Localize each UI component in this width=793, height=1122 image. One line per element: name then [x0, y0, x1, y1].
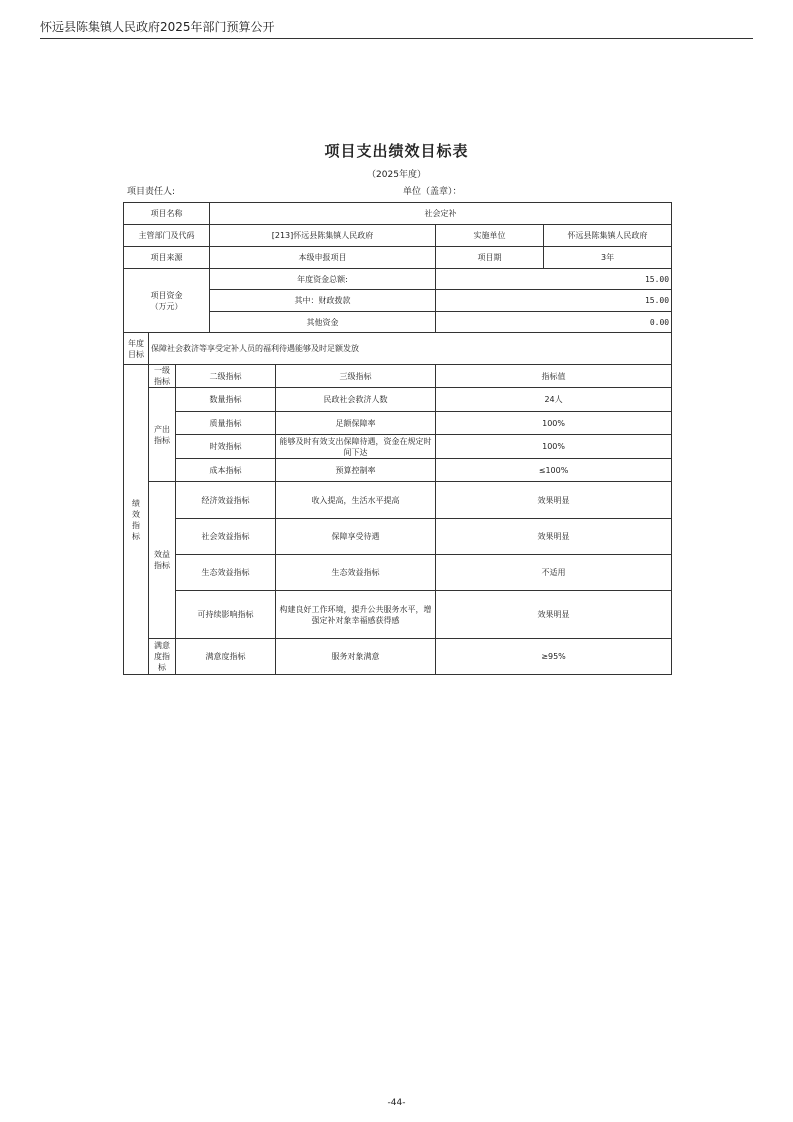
perf-char-1: 绩 [132, 498, 140, 508]
fund-fiscal-label: 其中：财政拨款 [210, 290, 436, 312]
document-year: （2025年度） [367, 170, 426, 180]
annual-goal-label [124, 333, 149, 365]
perf-char-4: 标 [132, 531, 140, 541]
row-quality-value: 100% [436, 412, 672, 435]
page-header: 怀远县陈集镇人民政府2025年部门预算公开 [40, 16, 753, 39]
row-quantity-l2: 数量指标 [176, 388, 276, 412]
performance-target-table [123, 202, 672, 675]
indicator-value-header: 指标值 [436, 365, 672, 388]
row-ecological-value: 不适用 [436, 555, 672, 591]
row-quantity-l3: 民政社会救济人数 [276, 388, 436, 412]
row-satisfaction-l2: 满意度指标 [176, 639, 276, 675]
period-value: 3年 [544, 247, 672, 269]
level3-header: 三级指标 [276, 365, 436, 388]
output-label-line2: 指标 [154, 435, 170, 445]
annual-goal-label-line1: 年度 [128, 338, 144, 348]
row-satisfaction-l3: 服务对象满意 [276, 639, 436, 675]
document-title: 项目支出绩效目标表 [324, 142, 469, 160]
source-label: 项目来源 [124, 247, 210, 269]
row-social-l3: 保障享受待遇 [276, 519, 436, 555]
fund-label-line2: （万元） [150, 301, 183, 311]
satisfaction-label-line3: 标 [158, 663, 166, 672]
level1-header-line2: 指标 [154, 377, 170, 386]
output-label-line1: 产出 [154, 424, 170, 434]
fund-label-line1: 项目资金 [150, 290, 183, 300]
row-timeliness-l2: 时效指标 [176, 435, 276, 459]
fund-total-value: 15.00 [436, 269, 672, 290]
row-ecological-l2: 生态效益指标 [176, 555, 276, 591]
row-quality-l3: 足额保障率 [276, 412, 436, 435]
benefit-indicator-label [149, 482, 176, 639]
source-value: 本级申报项目 [210, 247, 436, 269]
output-indicator-label [149, 388, 176, 482]
dept-value: [213]怀远县陈集镇人民政府 [210, 225, 436, 247]
row-social-l2: 社会效益指标 [176, 519, 276, 555]
row-timeliness-l3: 能够及时有效支出保障待遇，资金在规定时间下达 [276, 435, 436, 459]
row-cost-value: ≤100% [436, 459, 672, 482]
project-name-value: 社会定补 [210, 203, 672, 225]
performance-indicator-label [124, 365, 149, 675]
page-number: -44- [387, 1098, 406, 1108]
fund-other-label: 其他资金 [210, 312, 436, 333]
row-sustainable-l2: 可持续影响指标 [176, 591, 276, 639]
benefit-label-line2: 指标 [154, 561, 170, 570]
row-social-value: 效果明显 [436, 519, 672, 555]
perf-char-2: 效 [132, 509, 140, 519]
row-economic-l2: 经济效益指标 [176, 482, 276, 519]
row-ecological-l3: 生态效益指标 [276, 555, 436, 591]
dept-label: 主管部门及代码 [124, 225, 210, 247]
row-quality-l2: 质量指标 [176, 412, 276, 435]
fund-fiscal-value: 15.00 [436, 290, 672, 312]
satisfaction-label-line2: 度指 [154, 652, 170, 661]
annual-goal-label-line2: 目标 [128, 349, 144, 359]
row-economic-l3: 收入提高，生活水平提高 [276, 482, 436, 519]
row-satisfaction-value: ≥95% [436, 639, 672, 675]
row-timeliness-value: 100% [436, 435, 672, 459]
annual-goal-value: 保障社会救济等享受定补人员的福利待遇能够及时足额发放 [149, 333, 672, 365]
impl-unit-value: 怀远县陈集镇人民政府 [544, 225, 672, 247]
fund-other-value: 0.00 [436, 312, 672, 333]
level1-header-line1: 一级 [154, 366, 170, 375]
perf-char-3: 指 [132, 520, 140, 530]
satisfaction-indicator-label [149, 639, 176, 675]
row-quantity-value: 24人 [436, 388, 672, 412]
row-cost-l3: 预算控制率 [276, 459, 436, 482]
row-economic-value: 效果明显 [436, 482, 672, 519]
fund-label [124, 269, 210, 333]
fund-total-label: 年度资金总额: [210, 269, 436, 290]
project-name-label: 项目名称 [124, 203, 210, 225]
unit-seal-label: 单位（盖章）： [403, 187, 462, 197]
level1-header [149, 365, 176, 388]
satisfaction-label-line1: 满意 [154, 641, 170, 650]
benefit-label-line1: 效益 [154, 550, 170, 559]
impl-unit-label: 实施单位 [436, 225, 544, 247]
responsible-person-label: 项目责任人: [127, 187, 176, 197]
level2-header: 二级指标 [176, 365, 276, 388]
row-sustainable-value: 效果明显 [436, 591, 672, 639]
row-sustainable-l3: 构建良好工作环境，提升公共服务水平，增强定补对象幸福感获得感 [276, 591, 436, 639]
period-label: 项目期 [436, 247, 544, 269]
row-cost-l2: 成本指标 [176, 459, 276, 482]
